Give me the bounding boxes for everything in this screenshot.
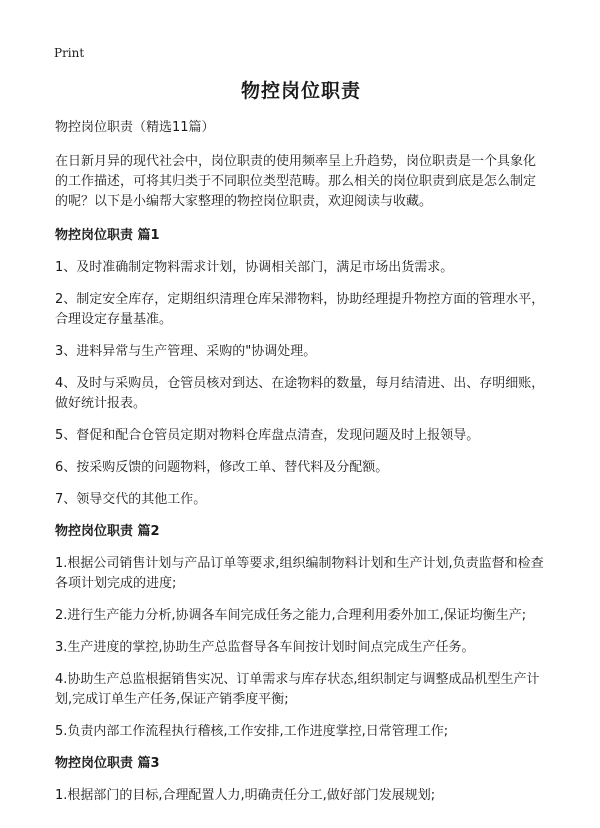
section-heading: 物控岗位职责 篇3	[55, 756, 160, 771]
print-link[interactable]: Print	[54, 46, 85, 60]
list-item: 1.根据部门的目标,合理配置人力,明确责任分工,做好部门发展规划;	[55, 788, 436, 803]
section-heading: 物控岗位职责 篇1	[55, 228, 160, 243]
section-heading: 物控岗位职责 篇2	[55, 524, 160, 539]
list-item: 4、及时与采购员，仓管员核对到达、在途物料的数量，每月结清进、出、存明细账，做好统计报表。	[55, 376, 545, 411]
list-item: 2.进行生产能力分析,协调各车间完成任务之能力,合理利用委外加工,保证均衡生产;	[55, 608, 527, 623]
intro-paragraph: 在日新月异的现代社会中，岗位职责的使用频率呈上升趋势，岗位职责是一个具象化的工作描述，可将其归类于不同职位类型范畴。那么相关的岗位职责到底是怎么制定的呢？以下是小编帮大家整理的物控岗位职责，欢迎阅读与收藏。	[55, 154, 537, 209]
document-subtitle: 物控岗位职责（精选11篇）	[55, 120, 215, 135]
list-item: 3.生产进度的掌控,协助生产总监督导各车间按计划时间点完成生产任务。	[55, 640, 475, 655]
list-item: 5.负责内部工作流程执行稽核,工作安排,工作进度掌控,日常管理工作;	[55, 724, 449, 739]
list-item: 7、领导交代的其他工作。	[55, 492, 207, 507]
list-item: 4.协助生产总监根据销售实况、订单需求与库存状态,组织制定与调整成品机型生产计划,完成订单生产任务,保证产销季度平衡;	[55, 672, 540, 707]
section-2	[55, 522, 547, 742]
section-1	[55, 226, 547, 510]
list-item: 1.根据公司销售计划与产品订单等要求,组织编制物料计划和生产计划,负责监督和检查各项计划完成的进度;	[55, 556, 544, 591]
document	[55, 78, 547, 818]
list-item: 6、按采购反馈的问题物料，修改工单、替代料及分配额。	[55, 460, 389, 475]
section-3	[55, 754, 547, 806]
page-title: 物控岗位职责	[240, 80, 361, 102]
list-item: 1、及时准确制定物料需求计划，协调相关部门，满足市场出货需求。	[55, 260, 454, 275]
list-item: 3、进料异常与生产管理、采购的"协调处理。	[55, 344, 317, 359]
list-item: 2、制定安全库存，定期组织清理仓库呆滞物料，协助经理提升物控方面的管理水平，合理设定存量基准。	[55, 292, 545, 327]
list-item: 5、督促和配合仓管员定期对物料仓库盘点清查，发现问题及时上报领导。	[55, 428, 480, 443]
